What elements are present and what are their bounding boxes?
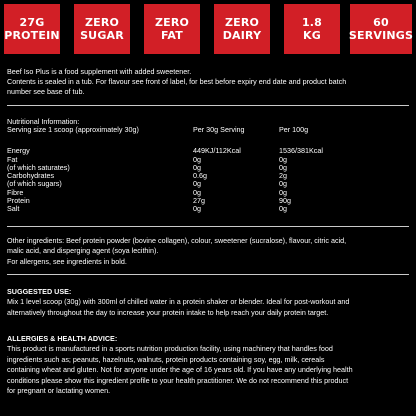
badge-label: DAIRY [222, 29, 262, 42]
weight-badge [284, 4, 340, 54]
row-serving: 0.6g [193, 171, 207, 181]
suggested-use-heading: SUGGESTED USE: [7, 287, 72, 296]
row-label: Carbohydrates [7, 171, 55, 181]
row-label: (of which saturates) [7, 162, 70, 172]
nutrition-header-row [7, 126, 409, 134]
badge-value: 1.8 [301, 16, 323, 29]
row-serving: 0g [193, 162, 201, 172]
suggested-use-line: Mix 1 level scoop (30g) with 300ml of chilled water in a protein shaker or blender. Ideal for post-workout and [7, 297, 350, 307]
row-label: Energy [7, 146, 30, 156]
badge-value: ZERO [224, 16, 260, 29]
row-label: Fat [7, 154, 18, 164]
row-label: Fibre [7, 187, 24, 197]
row-per100: 2g [279, 171, 287, 181]
dairy-badge [214, 4, 270, 54]
suggested-use-section [7, 287, 411, 318]
protein-badge [4, 4, 60, 54]
feature-badges [0, 0, 416, 58]
nutrition-table [7, 117, 409, 214]
badge-label: PROTEIN [4, 29, 60, 42]
allergies-line: This product is manufactured in a sports nutrition production facility, using machinery that handles food [7, 344, 333, 354]
suggested-use-line: alternatively throughout the day to increase your protein intake to help reach your daily protein target. [7, 307, 329, 317]
row-serving: 0g [193, 179, 201, 189]
badge-value: ZERO [84, 16, 120, 29]
allergies-line: ingredients such as; peanuts, hazelnuts, walnuts, protein products containing soy, egg, milk, cereals [7, 354, 325, 364]
col-header-100g: Per 100g [279, 125, 309, 134]
table-row [7, 147, 409, 155]
allergies-line: for pregnant or lactating women. [7, 386, 111, 396]
allergen-note: For allergens, see ingredients in bold. [7, 256, 127, 266]
row-per100: 0g [279, 187, 287, 197]
allergies-line: conditions please show this ingredient profile to your health practitioner. We do not recommend this product [7, 375, 349, 385]
row-per100: 1536/381Kcal [279, 146, 323, 156]
fat-badge [144, 4, 200, 54]
row-label: Protein [7, 196, 30, 206]
divider [7, 105, 409, 106]
serving-size: Serving size 1 scoop (approximately 30g) [7, 125, 139, 134]
badge-value: 60 [373, 16, 389, 29]
row-label: Salt [7, 204, 20, 214]
row-per100: 0g [279, 204, 287, 214]
badge-value: ZERO [154, 16, 190, 29]
row-serving: 27g [193, 196, 205, 206]
intro-line: Contents is sealed in a tub. For flavour see front of label, for best before expiry end date and product batch [7, 77, 347, 87]
row-serving: 449KJ/112Kcal [193, 146, 241, 156]
product-intro [7, 67, 411, 98]
badge-value: 27G [19, 16, 45, 29]
row-label: (of which sugars) [7, 179, 62, 189]
badge-label: SUGAR [80, 29, 124, 42]
table-row [7, 164, 409, 172]
table-row [7, 205, 409, 213]
row-per100: 0g [279, 154, 287, 164]
divider [7, 226, 409, 227]
row-per100: 0g [279, 179, 287, 189]
badge-label: KG [303, 29, 321, 42]
table-row [7, 189, 409, 197]
ingredients-line: Other ingredients: Beef protein powder (bovine collagen), colour, sweetener (sucralose), flavour, citric acid, [7, 236, 347, 245]
sugar-badge [74, 4, 130, 54]
allergies-heading: ALLERGIES & HEALTH ADVICE: [7, 334, 118, 343]
intro-line: number see base of tub. [7, 87, 85, 97]
col-header-serving: Per 30g Serving [193, 125, 245, 134]
allergies-section [7, 334, 411, 396]
servings-badge [350, 4, 412, 54]
divider [7, 274, 409, 275]
row-serving: 0g [193, 187, 201, 197]
ingredients-line: malic acid, and disperging agent (soya lecithin). [7, 246, 159, 256]
intro-line: Beef Iso Plus is a food supplement with added sweetener. [7, 67, 192, 76]
table-row [7, 180, 409, 188]
badge-label: FAT [160, 29, 183, 42]
table-row [7, 197, 409, 205]
row-serving: 0g [193, 204, 201, 214]
allergies-line: containing wheat and gluten. Not for anyone under the age of 16 years old. If you have any underlying health [7, 365, 353, 375]
ingredients-section [7, 236, 411, 267]
table-row [7, 172, 409, 180]
row-serving: 0g [193, 154, 201, 164]
nutrition-title: Nutritional Information: [7, 117, 80, 126]
badge-label: SERVINGS [348, 29, 414, 42]
row-per100: 0g [279, 162, 287, 172]
row-per100: 90g [279, 196, 291, 206]
